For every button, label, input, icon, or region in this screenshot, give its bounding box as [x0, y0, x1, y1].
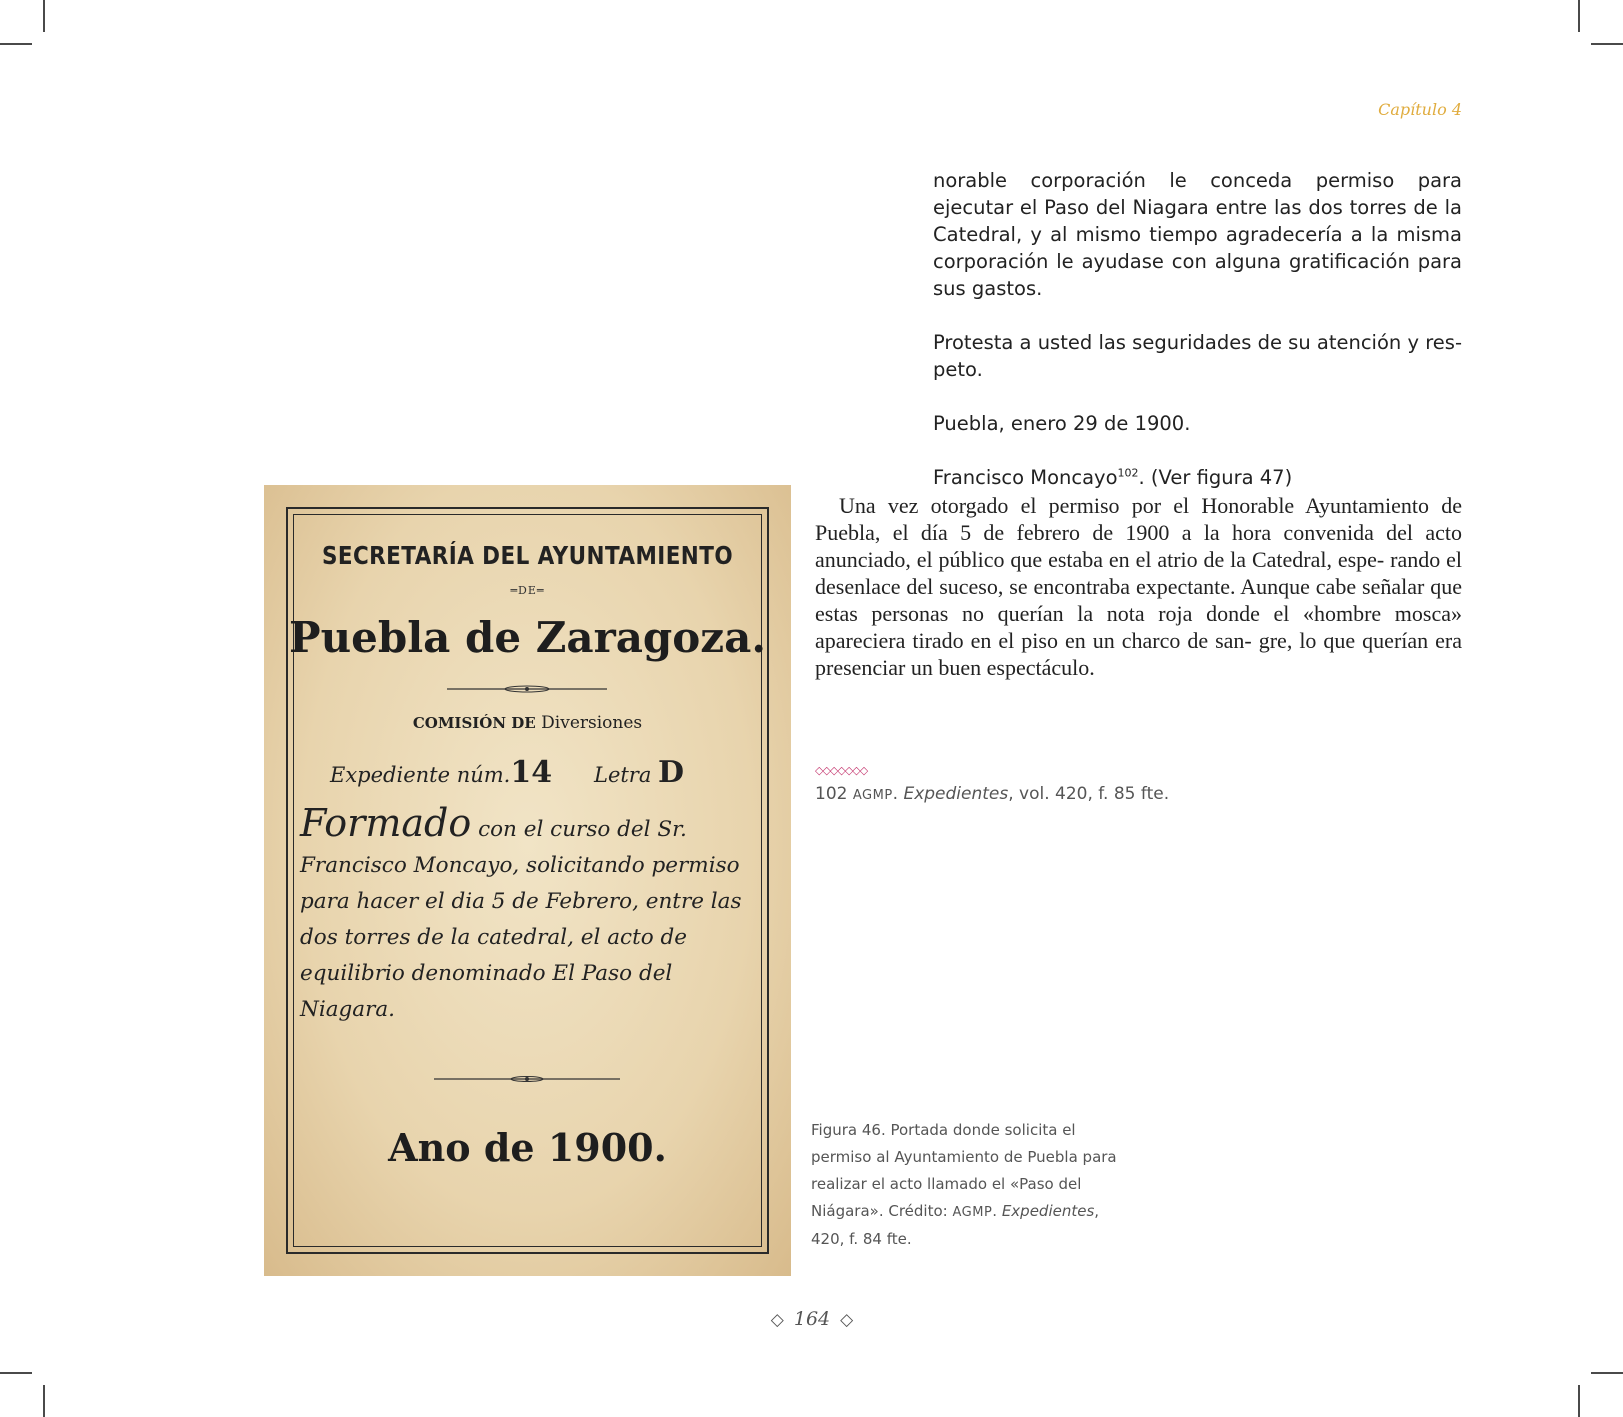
crop-mark	[43, 0, 45, 32]
footnote-archive: AGMP	[852, 788, 893, 803]
quote-signature	[933, 464, 1462, 491]
figure-heading-secretaria: SECRETARÍA DEL AYUNTAMIENTO	[321, 541, 734, 570]
quote-paragraph: Protesta a usted las seguridades de su atención y res- peto.	[933, 331, 1462, 381]
quote-date: Puebla, enero 29 de 1900.	[933, 412, 1191, 435]
figure-letra-label: Letra	[594, 763, 659, 787]
figure-expediente-label: Expediente núm.	[330, 763, 511, 787]
caption-text: Figura 46. Portada donde solicita el permiso al Ayuntamiento de Puebla para realizar el acto llamado el «Paso del Niágara». Crédito:	[811, 1121, 1117, 1220]
figure-de: ═DE═	[510, 584, 545, 597]
crop-mark	[0, 43, 32, 45]
figure-expediente	[330, 755, 552, 790]
signature-name: Francisco Moncayo	[933, 466, 1118, 489]
figure-comision	[264, 713, 791, 733]
flourish-divider-icon	[434, 1073, 620, 1085]
diamond-icon: ◇	[840, 1310, 854, 1330]
page-number-value: 164	[793, 1308, 831, 1330]
page-number	[700, 1308, 924, 1330]
footnote-ref[interactable]: 102	[1117, 466, 1139, 480]
body-paragraph-text: Una vez otorgado el permiso por el Honorable Ayuntamiento de Puebla, el día 5 de febrero de 1900 a la hora convenida del acto anunciado, el público que estaba en el atrio de la Catedral, espe- rando el desenlace del suceso, se encontraba expectante. Aunque cabe señalar que estas personas no querían la nota roja donde el «hombre mosca» apareciera tirado en el piso en un charco de san- gre, lo que querían era presenciar un buen espectáculo.	[815, 493, 1462, 680]
body-paragraph	[815, 492, 1462, 681]
figure-letra-value: D	[658, 755, 685, 790]
caption-dot: .	[992, 1202, 1002, 1220]
figure-caption	[811, 1117, 1131, 1253]
caption-title: Expedientes	[1001, 1202, 1095, 1220]
figure-letra	[594, 755, 684, 790]
footnote-number: 102	[815, 784, 848, 804]
figure-comision-caps: COMISIÓN DE	[412, 714, 536, 732]
diamond-icon: ◇	[770, 1310, 784, 1330]
crop-mark	[1578, 1385, 1580, 1417]
figure-handwritten-text	[300, 801, 760, 1028]
figure-heading-puebla: Puebla de Zaragoza.	[289, 613, 766, 662]
footnote	[815, 784, 1462, 804]
figure-script-text: con el curso del Sr. Francisco Moncayo, solicitando permiso para hacer el dia 5 de Febrero, entre las dos torres de la catedral, el acto de equilibrio denominado El Paso del Niagara.	[300, 817, 742, 1022]
crop-mark	[0, 1372, 32, 1374]
block-quote	[933, 167, 1462, 518]
crop-mark	[1578, 0, 1580, 32]
signature-after: . (Ver figura 47)	[1138, 466, 1293, 489]
crop-mark	[1591, 1372, 1623, 1374]
figure-comision-rest: Diversiones	[535, 713, 643, 733]
figure-script-big: Formado	[300, 801, 472, 845]
footnote-ornament: ◇◇◇◇◇◇◇	[815, 764, 868, 777]
flourish-divider-icon	[447, 683, 607, 695]
figure-year: Ano de 1900.	[388, 1125, 667, 1170]
running-header: Capítulo 4	[1378, 100, 1462, 119]
caption-archive: AGMP	[952, 1205, 993, 1220]
crop-mark	[43, 1385, 45, 1417]
footnote-title: Expedientes	[903, 784, 1009, 804]
quote-paragraph: norable corporación le conceda permiso para ejecutar el Paso del Niagara entre las dos torres de la Catedral, y al mismo tiempo agradecería a la misma corporación le ayudase con alguna gratificación para sus gastos.	[933, 169, 1462, 300]
footnote-dot: .	[892, 784, 904, 804]
caption-rest: , 420, f. 84 fte.	[811, 1202, 1100, 1248]
figure-expediente-num: 14	[510, 755, 553, 790]
crop-mark	[1591, 43, 1623, 45]
figure-document-cover	[264, 485, 791, 1276]
footnote-rest: , vol. 420, f. 85 fte.	[1008, 784, 1170, 804]
